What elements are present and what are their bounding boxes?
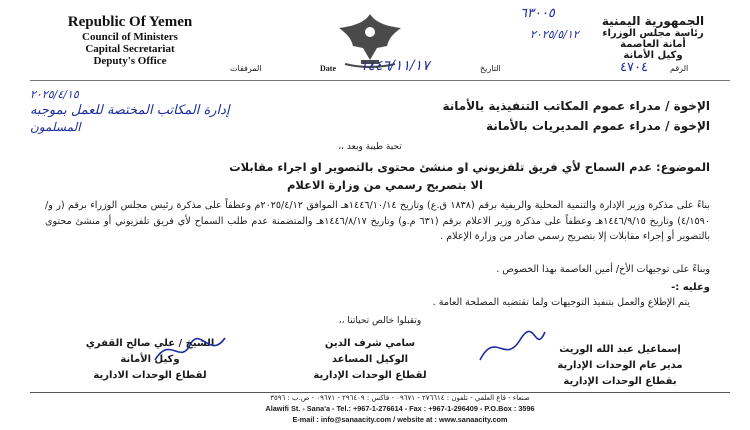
ar-office: وكيل الأمانة [623,50,683,61]
ref-number: ٤٧٠٤ [620,60,648,75]
signature-title-1: وكيل الأمانة [120,354,180,365]
date-label: التاريخ [480,64,501,73]
footer-rule [30,392,730,393]
letterhead-english [30,14,230,67]
signature-title-2: الوكيل المساعد [331,354,409,365]
signature-unit-3: بقطاع الوحدات الإدارية [563,376,677,387]
handwritten-instruction: إدارة المكاتب المختصة للعمل بموجبه [30,103,230,118]
top-handwritten-date: ٢٠٢٥/٥/١٢ [530,28,579,41]
addressee-line-1: الإخوة / مدراء عموم المكاتب التنفيذية بالأمانة [442,99,710,113]
signature-block-2 [290,336,450,384]
signature-title-3: مدير عام الوحدات الإدارية [557,360,683,371]
en-council: Council of Ministers [82,31,178,43]
addressees [290,96,710,136]
handwritten-initials: المسلمون [30,120,81,134]
signature-name-3: إسماعيل عبد الله الوريث [559,344,681,355]
ar-country: الجمهورية اليمنية [601,14,705,28]
ar-secretariat: أمانة العاصمة [620,39,686,50]
ar-council: رئاسة مجلس الوزراء [602,28,704,39]
subject-line-2: الا بتصريح رسمي من وزارة الاعلام [286,178,483,192]
body-paragraph-4: يتم الإطلاع والعمل بتنفيذ التوجيهات ولما تقتضيه المصلحة العامة . [432,297,690,308]
subject [60,158,710,194]
footer-english-2: E-mail : info@sanaacity.com / website at : www.sanaacity.com [292,415,508,424]
greeting: تحية طيبة وبعد ،، [338,142,402,152]
body-paragraph-3-label: وعليه :- [671,282,710,293]
signature-icon [470,320,550,370]
signature-unit-2: لقطاع الوحدات الإدارية [313,370,427,381]
addressee-line-2: الإخوة / مدراء عموم المديريات بالأمانة [486,119,710,133]
attachments-label: المرفقات [230,64,262,73]
handwritten-note [30,88,290,148]
date-handwritten: ١٤٤٦/١١/١٧ [360,58,430,74]
signature-unit-1: لقطاع الوحدات الادارية [93,370,207,381]
ref-label: الرقم [670,64,689,73]
subject-line-1: عدم السماح لأي فريق تلفزيوني او منشئ محتوى بالتصوير او اجراء مقابلات [229,160,653,174]
footer-english-1: Alawifi St. - Sana'a - Tel.: +967-1-276614 - Fax : +967-1-296409 - P.O.Box : 3596 [265,404,535,413]
en-office: Deputy's Office [93,55,167,67]
body-paragraph-1: بناءً على مذكرة وزير الإدارة والتنمية المحلية والريفية برقم (١٨٣٨ ق.ع) وتاريخ ١٤٤٦/١٠/١٤هـ الموافق ٢٠٢٥/٤/١٢م وعطفاً على مذكرة رئيس مجلس الوزراء برقم (ر و/٤/١٥٩٠) وتاريخ ١٤٤٦/٩/١٥هـ وعطفاً على مذكرة وزير الاعلام برقم (٦٣١ م.و) وتاريخ ١٤٤٦/٨/١٧هـ والمتضمنة عدم طلب السماح لأي فريق تلفزيوني أو منشئ محتوى بالتصوير أو إجراء مقابلات إلا بتصريح رسمي صادر من وزارة الإعلام . [45,200,710,242]
closing: وتقبلوا خالص تحياتنا ،، [338,316,422,326]
body-paragraph-2: وبناءً على توجيهات الأخ/ أمين العاصمة بهذا الخصوص . [496,264,710,275]
footer-arabic: صنعاء - قاع العلفي - تلفون : ٢٧٦٦١٤ - ٠٩٦٧١ - فاكس : ٢٩٦٤٠٩ - ٠٩٦٧١ - ص.ب : ٣٥٩٦ [270,394,530,402]
letterhead-arabic [578,14,728,61]
signature-icon [150,330,230,370]
en-secretariat: Capital Secretariat [85,43,175,55]
subject-label: الموضوع: [656,160,710,174]
header-rule [30,80,730,81]
signature-name-2: سامي شرف الدين [324,338,416,349]
date-en-label: Date [320,64,336,73]
en-country: Republic Of Yemen [67,14,193,30]
top-handwritten-number: ٦٣٠٠٥ [520,6,555,21]
handwritten-date: ٢٠٢٥/٤/١٥ [30,88,79,101]
signature-name-1: الشيخ / علي صالح القفري [85,338,215,349]
signature-block-3 [520,342,720,390]
